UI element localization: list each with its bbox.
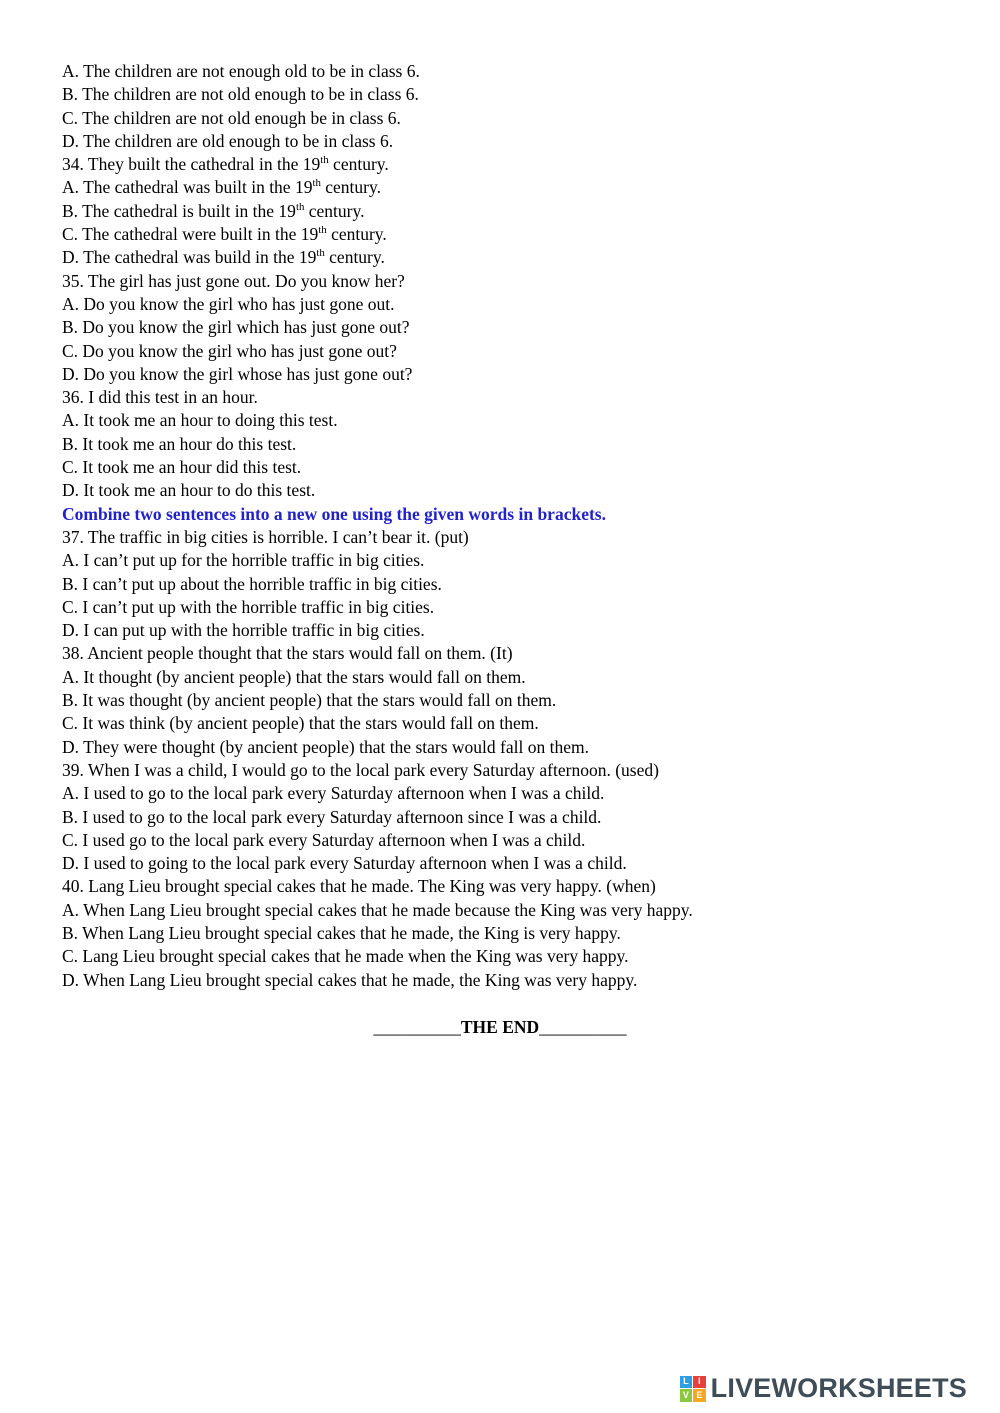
answer-option[interactable]: C. It took me an hour did this test. [62, 457, 302, 478]
answer-option[interactable]: A. It took me an hour to doing this test. [62, 410, 338, 431]
answer-option[interactable]: B. When Lang Lieu brought special cakes that he made, the King is very happy. [62, 922, 621, 943]
answer-option[interactable]: A. The children are not enough old to be in class 6. [62, 61, 420, 81]
logo-square: L [680, 1376, 693, 1389]
end-suffix: __________ [539, 1016, 627, 1037]
answer-option[interactable]: A. I used to go to the local park every Saturday afternoon when I was a child. [62, 783, 605, 804]
document-lines [62, 60, 938, 992]
answer-option[interactable]: D. The cathedral was build in the 19th century. [62, 247, 385, 268]
answer-option[interactable]: B. I used to go to the local park every Saturday afternoon since I was a child. [62, 806, 602, 827]
end-label: THE END [460, 1016, 540, 1037]
answer-option[interactable]: A. I can’t put up for the horrible traffic in big cities. [62, 550, 425, 571]
answer-option[interactable]: B. Do you know the girl which has just gone out? [62, 317, 410, 338]
answer-option[interactable]: C. Do you know the girl who has just gone out? [62, 340, 397, 361]
question-line: 40. Lang Lieu brought special cakes that he made. The King was very happy. (when) [62, 876, 656, 897]
end-prefix: __________ [373, 1016, 461, 1037]
answer-option[interactable]: A. Do you know the girl who has just gone out. [62, 293, 395, 314]
answer-option[interactable]: A. The cathedral was built in the 19th century. [62, 177, 381, 198]
end-line [62, 1016, 938, 1039]
answer-option[interactable]: D. I used to going to the local park every Saturday afternoon when I was a child. [62, 853, 627, 874]
logo-square: V [680, 1389, 693, 1402]
question-line: 35. The girl has just gone out. Do you know her? [62, 270, 405, 291]
question-line: 34. They built the cathedral in the 19th century. [62, 154, 389, 175]
answer-option[interactable]: D. It took me an hour to do this test. [62, 480, 316, 501]
answer-option[interactable]: D. The children are old enough to be in class 6. [62, 130, 394, 151]
answer-option[interactable]: B. It took me an hour do this test. [62, 433, 297, 454]
logo-square: E [693, 1389, 706, 1402]
answer-option[interactable]: A. It thought (by ancient people) that the stars would fall on them. [62, 666, 526, 687]
brand-text: LIVEWORKSHEETS [710, 1373, 967, 1403]
answer-option[interactable]: B. It was thought (by ancient people) that the stars would fall on them. [62, 690, 557, 711]
answer-option[interactable]: B. I can’t put up about the horrible traffic in big cities. [62, 573, 442, 594]
liveworksheets-footer[interactable] [680, 1373, 967, 1404]
answer-option[interactable]: D. When Lang Lieu brought special cakes that he made, the King was very happy. [62, 969, 638, 990]
question-line: 37. The traffic in big cities is horrible. I can’t bear it. (put) [62, 526, 469, 547]
answer-option[interactable]: B. The children are not old enough to be in class 6. [62, 84, 419, 105]
answer-option[interactable]: A. When Lang Lieu brought special cakes that he made because the King was very happy. [62, 899, 693, 920]
liveworksheets-logo-icon [680, 1376, 706, 1402]
question-line: 39. When I was a child, I would go to the local park every Saturday afternoon. (used) [62, 759, 659, 780]
question-line: 36. I did this test in an hour. [62, 387, 258, 408]
section-heading: Combine two sentences into a new one using the given words in brackets. [62, 503, 606, 524]
document-body [62, 60, 938, 1039]
logo-square: I [693, 1376, 706, 1389]
answer-option[interactable]: D. They were thought (by ancient people) that the stars would fall on them. [62, 736, 589, 757]
answer-option[interactable]: C. It was think (by ancient people) that the stars would fall on them. [62, 713, 539, 734]
answer-option[interactable]: C. I can’t put up with the horrible traffic in big cities. [62, 596, 435, 617]
answer-option[interactable]: C. The children are not old enough be in class 6. [62, 107, 401, 128]
answer-option[interactable]: C. The cathedral were built in the 19th century. [62, 224, 387, 245]
question-line: 38. Ancient people thought that the stars would fall on them. (It) [62, 643, 513, 664]
answer-option[interactable]: B. The cathedral is built in the 19th century. [62, 200, 365, 221]
answer-option[interactable]: C. Lang Lieu brought special cakes that he made when the King was very happy. [62, 946, 629, 967]
answer-option[interactable]: D. I can put up with the horrible traffic in big cities. [62, 620, 425, 641]
answer-option[interactable]: D. Do you know the girl whose has just gone out? [62, 363, 413, 384]
answer-option[interactable]: C. I used go to the local park every Saturday afternoon when I was a child. [62, 829, 586, 850]
